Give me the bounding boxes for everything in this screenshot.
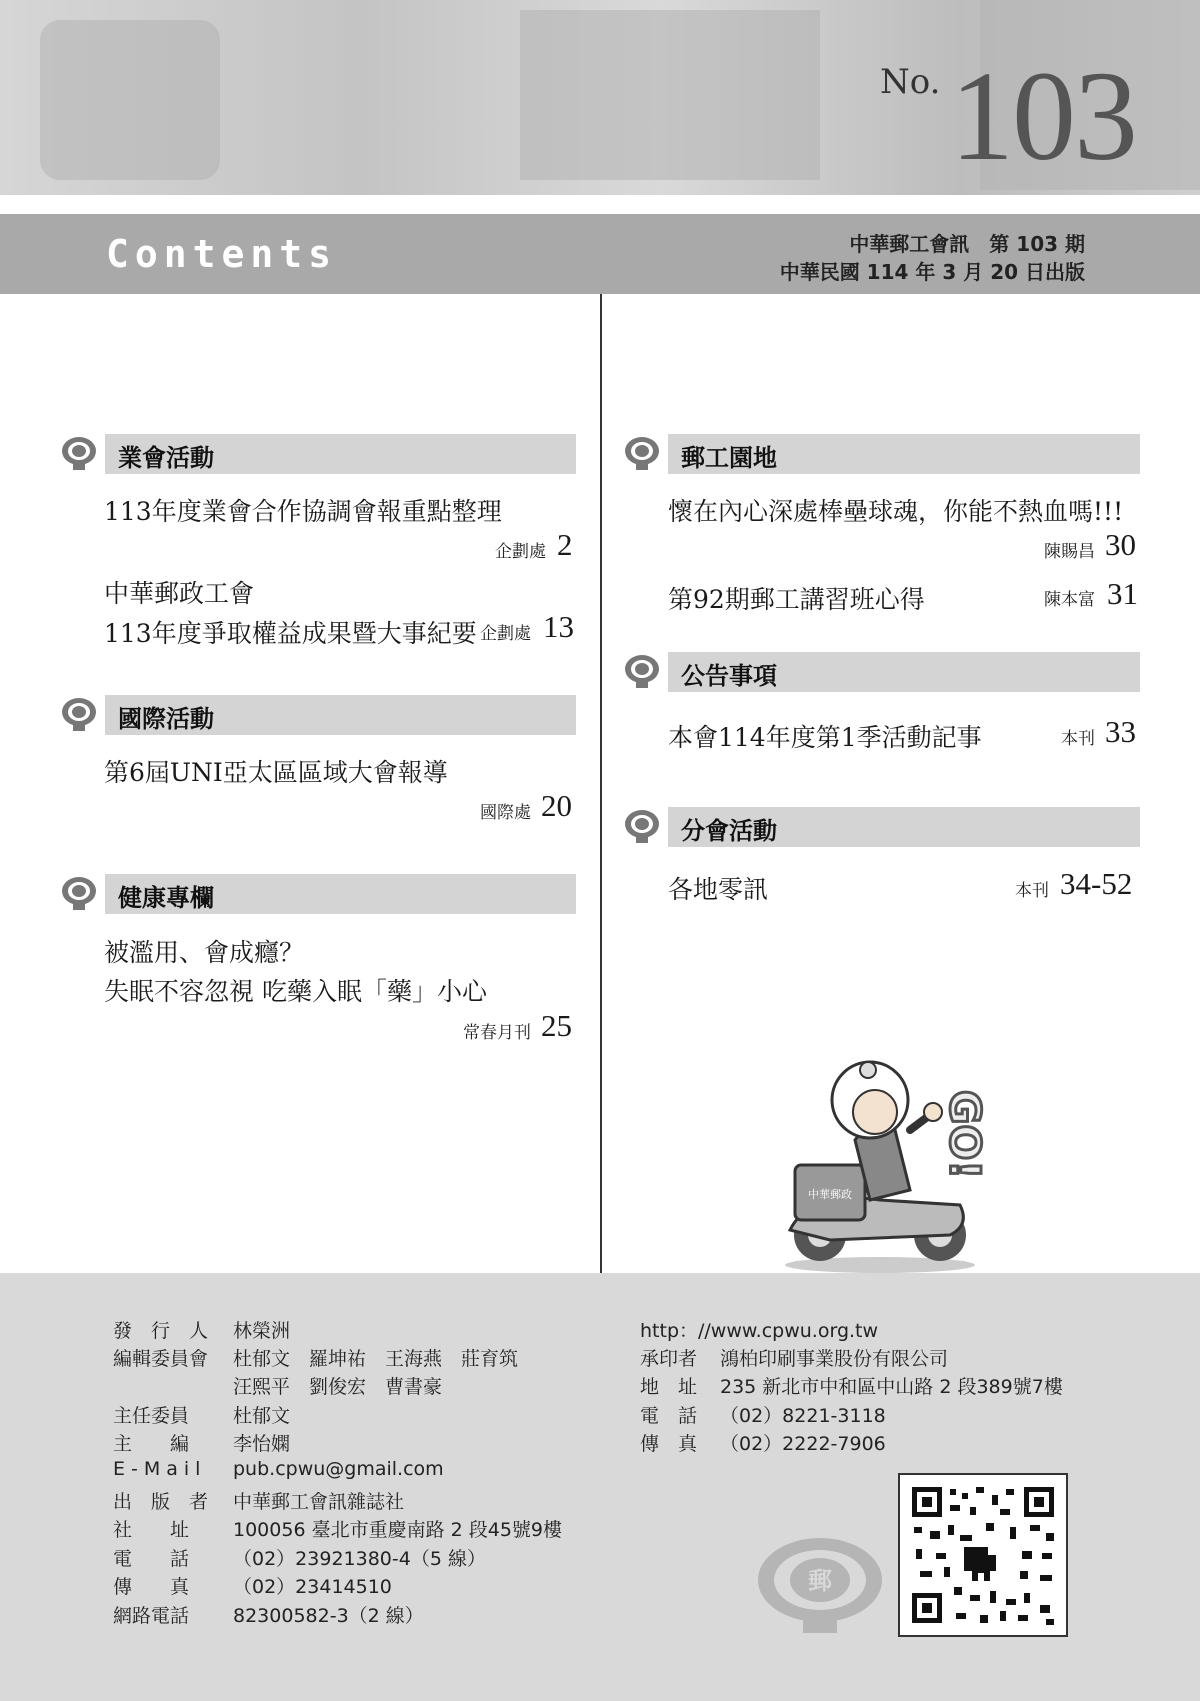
toc-entry-title[interactable]: 懷在內心深處棒壘球魂，你能不熱血嗎!!! — [668, 497, 1124, 526]
colophon-value: 235 新北市中和區中山路 2 段389號7樓 — [720, 1376, 1063, 1398]
toc-entry-author: 企劃處 — [480, 624, 531, 644]
toc-entry-page: 20 — [541, 788, 572, 823]
toc-entry-title[interactable]: 失眠不容忽視 吃藥入眠「藥」小心 — [104, 977, 487, 1006]
toc-entry-title[interactable]: 中華郵政工會 — [104, 579, 255, 608]
toc-entry-page: 25 — [541, 1008, 572, 1043]
toc-entry-title[interactable]: 113年度爭取權益成果暨大事紀要 — [104, 619, 477, 648]
section-title: 公告事項 — [681, 662, 777, 690]
colophon-label: 網路電話 — [113, 1605, 190, 1627]
section-title: 郵工園地 — [681, 444, 777, 472]
mail-carrier-scooter-illustration — [770, 1040, 1010, 1280]
colophon-label: 傳 真 — [640, 1433, 698, 1455]
toc-entry-title[interactable]: 第92期郵工講習班心得 — [668, 585, 925, 614]
contents-title: Contents — [106, 232, 338, 276]
colophon-label: E-Mail — [113, 1458, 207, 1480]
toc-entry-page: 31 — [1107, 576, 1138, 611]
issue-meta-line2: 中華民國 114 年 3 月 20 日出版 — [779, 260, 1085, 284]
section-union-activities — [60, 434, 576, 474]
union-emblem-icon — [623, 807, 661, 845]
colophon-value: 中華郵工會訊雜誌社 — [233, 1491, 405, 1513]
union-emblem-icon — [623, 434, 661, 472]
colophon-label: 出 版 者 — [113, 1491, 209, 1513]
toc-entry-author: 國際處 — [480, 803, 531, 823]
website-link[interactable]: http：//www.cpwu.org.tw — [640, 1320, 879, 1342]
issue-prefix: No. — [880, 62, 941, 102]
box-label: 中華郵政 — [808, 1188, 852, 1201]
email-link[interactable]: pub.cpwu@gmail.com — [233, 1458, 444, 1480]
colophon-label: 傳 真 — [113, 1576, 190, 1598]
toc-entry-page: 2 — [557, 527, 573, 562]
colophon-label: 承印者 — [640, 1348, 698, 1370]
column-divider — [600, 294, 602, 1273]
colophon-value: 100056 臺北市重慶南路 2 段45號9樓 — [233, 1519, 563, 1541]
section-title: 健康專欄 — [118, 884, 214, 912]
qr-code-icon — [900, 1475, 1066, 1635]
contents-band — [0, 214, 1200, 294]
section-title: 業會活動 — [118, 444, 214, 472]
toc-entry-page: 13 — [543, 609, 574, 644]
postal-union-logo-icon — [755, 1535, 885, 1635]
section-title: 分會活動 — [681, 817, 777, 845]
toc-entry-page: 30 — [1105, 527, 1136, 562]
section-international-activities — [60, 695, 576, 735]
colophon-value: 林榮洲 — [233, 1320, 291, 1342]
emblem-character: 郵 — [808, 1567, 832, 1595]
issue-meta — [780, 230, 1085, 286]
toc-entry-author: 陳賜昌 — [1044, 542, 1095, 562]
colophon-value: 汪熙平 劉俊宏 曹書豪 — [233, 1376, 443, 1398]
toc-entry-title[interactable]: 各地零訊 — [668, 875, 769, 904]
issue-meta-line1: 中華郵工會訊 第 103 期 — [849, 232, 1085, 256]
issue-number: 103 — [950, 45, 1136, 187]
toc-entry-page: 33 — [1105, 714, 1136, 749]
colophon-value: 82300582-3（2 線） — [233, 1605, 424, 1627]
colophon-label: 編輯委員會 — [113, 1348, 209, 1370]
colophon-label: 主 編 — [113, 1433, 190, 1455]
toc-entry-author: 企劃處 — [495, 542, 546, 562]
toc-entry-author: 陳本富 — [1044, 590, 1095, 610]
section-announcements — [623, 652, 1143, 692]
colophon-value: 杜郁文 — [233, 1405, 291, 1427]
union-emblem-icon — [60, 695, 98, 733]
union-emblem-icon — [60, 874, 98, 912]
toc-entry-title[interactable]: 113年度業會合作協調會報重點整理 — [104, 497, 502, 526]
toc-entry-title[interactable]: 本會114年度第1季活動記事 — [668, 723, 982, 752]
toc-entry-author: 本刊 — [1061, 729, 1095, 749]
colophon-value: 李怡嫻 — [233, 1433, 291, 1455]
colophon-label: 地 址 — [640, 1376, 698, 1398]
colophon-label: 發 行 人 — [113, 1320, 209, 1342]
colophon-label: 社 址 — [113, 1519, 190, 1541]
colophon-value: （02）2222-7906 — [720, 1433, 886, 1455]
section-postal-workers-garden — [623, 434, 1143, 474]
cover-photo-banner — [0, 0, 1200, 195]
go-text: GO! — [940, 1090, 990, 1180]
colophon-value: 杜郁文 羅坤祐 王海燕 莊育筑 — [233, 1348, 519, 1370]
section-title: 國際活動 — [118, 705, 214, 733]
colophon-value: 鴻柏印刷事業股份有限公司 — [720, 1348, 949, 1370]
union-emblem-icon — [60, 434, 98, 472]
colophon-value: （02）8221-3118 — [720, 1405, 886, 1427]
toc-entry-title[interactable]: 第6屆UNI亞太區區域大會報導 — [104, 758, 448, 787]
colophon-label: 電 話 — [113, 1548, 190, 1570]
colophon-label: 主任委員 — [113, 1405, 190, 1427]
toc-entry-author: 常春月刊 — [463, 1023, 531, 1043]
section-branch-activities — [623, 807, 1143, 847]
toc-entry-page: 34-52 — [1060, 866, 1133, 901]
colophon-label: 電 話 — [640, 1405, 698, 1427]
colophon-value: （02）23414510 — [233, 1576, 392, 1598]
colophon-value: （02）23921380-4（5 線） — [233, 1548, 486, 1570]
qr-code[interactable] — [898, 1473, 1068, 1637]
toc-entry-author: 本刊 — [1015, 881, 1049, 901]
section-health-column — [60, 874, 576, 914]
union-emblem-icon — [623, 652, 661, 690]
toc-entry-title[interactable]: 被濫用、會成癮？ — [104, 938, 305, 967]
